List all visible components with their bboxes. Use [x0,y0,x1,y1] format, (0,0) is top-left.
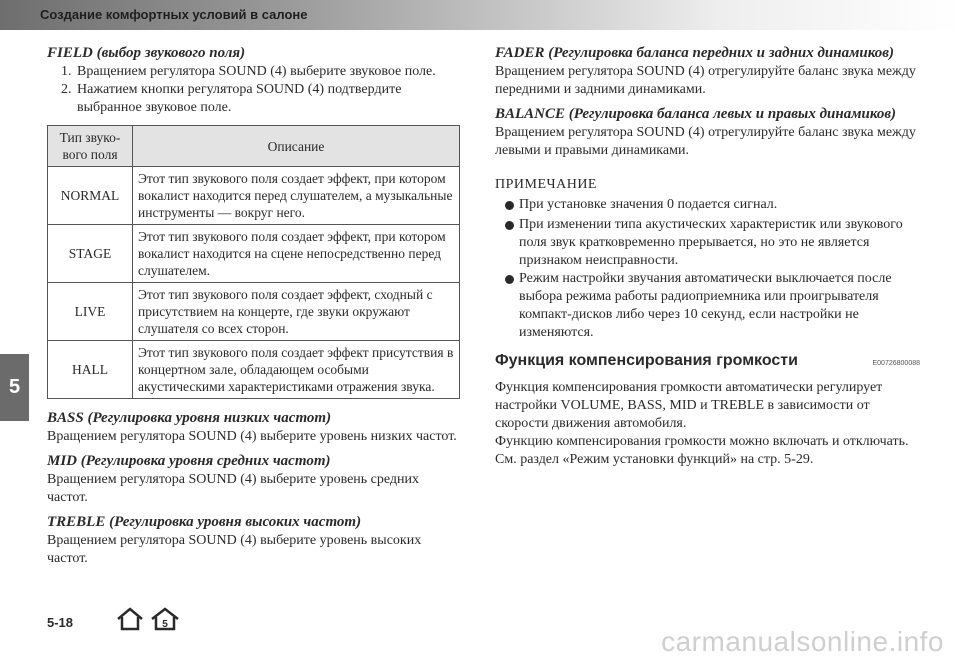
footer-icons [115,606,181,637]
list-item [495,196,920,216]
mid-text: Вращением регулятора SOUND (4) выберите уровень средних частот. [47,472,420,505]
mode-description: Этот тип звукового поля создает эффект, сходный с присутствием на концерте, где звуки окружают слушателя со всех сторон. [133,283,460,341]
field-step [61,63,460,81]
table-header-row [48,126,460,167]
watermark-site: carmanualsonline.info [661,626,944,657]
note-text: Режим настройки звучания автоматически выключается после выбора режима работы радиоприемника или проигрывателя компакт-дисков либо через 10 секунд, если настройки не изменяются. [519,271,892,340]
field-steps [47,63,460,117]
mode-description: Этот тип звукового поля создает эффект, при котором вокалист находится на сцене непосредственно перед слушателем. [133,225,460,283]
header-mode: Тип звуко-вого поля [48,126,133,167]
right-column [495,44,920,469]
chapter-tab[interactable]: 5 [0,354,29,421]
mid-title: MID (Регулировка уровня средних частот) [47,453,331,469]
section-icon-label: 5 [162,619,168,630]
header-bar [0,0,960,30]
balance-text: Вращением регулятора SOUND (4) отрегулируйте баланс звука между левыми и правыми динамиками. [495,125,916,158]
note-text: При установке значения 0 подается сигнал. [519,197,778,212]
compensation-p1: Функция компенсирования громкости автоматически регулирует настройки VOLUME, BASS, MID и TREBLE в зависимости от скорости движения автомобиля. [495,380,883,431]
step-text: Нажатием кнопки регулятора SOUND (4) подтвердите выбранное звуковое поле. [77,82,402,115]
sound-field-table [47,125,460,399]
fader-text: Вращением регулятора SOUND (4) отрегулируйте баланс звука между передними и задними динамиками. [495,64,916,97]
page-number: 5-18 [47,615,74,630]
mode-normal: NORMAL [48,167,133,225]
bullet-icon [495,216,519,270]
compensation-title: Функция компенсирования громкости [495,352,798,369]
note-heading: ПРИМЕЧАНИЕ [495,177,597,192]
step-number: 1. [61,64,72,79]
treble-title: TREBLE (Регулировка уровня высоких частот) [47,514,362,530]
table-row [48,225,460,283]
mode-description: Этот тип звукового поля создает эффект присутствия в концертном зале, обладающем особыми акустическими характеристиками отражения звука. [133,341,460,399]
compensation-heading-row [495,352,920,373]
step-number: 2. [61,82,72,97]
bullet-icon [495,196,519,216]
header-title: Создание комфортных условий в салоне [40,7,308,22]
list-item [495,216,920,270]
mode-stage: STAGE [48,225,133,283]
bullet-icon [495,270,519,342]
mode-hall: HALL [48,341,133,399]
note-text: При изменении типа акустических характеристик или звукового поля звук кратковременно прерывается, но это не является признаком неисправности. [519,217,903,268]
field-step [61,81,460,117]
table-row [48,283,460,341]
note-list [495,196,920,342]
fader-title: FADER (Регулировка баланса передних и задних динамиков) [495,45,894,61]
left-column [47,44,460,568]
table-row [48,341,460,399]
home-icon[interactable] [115,606,145,637]
header-description: Описание [133,126,460,167]
bass-title: BASS (Регулировка уровня низких частот) [47,410,332,426]
compensation-p3[interactable]: См. раздел «Режим установки функций» на стр. 5-29. [495,452,814,467]
table-row [48,167,460,225]
compensation-code: E00726800088 [872,360,920,367]
compensation-p2: Функцию компенсирования громкости можно включать и отключать. [495,434,909,449]
step-text: Вращением регулятора SOUND (4) выберите звуковое поле. [77,64,436,79]
list-item [495,270,920,342]
balance-title: BALANCE (Регулировка баланса левых и правых динамиков) [495,106,897,122]
field-title: FIELD (выбор звукового поля) [47,45,246,61]
treble-text: Вращением регулятора SOUND (4) выберите уровень высоких частот. [47,533,422,566]
section-5-icon[interactable] [149,606,181,637]
bass-text: Вращением регулятора SOUND (4) выберите уровень низких частот. [47,429,457,444]
mode-description: Этот тип звукового поля создает эффект, при котором вокалист находится перед слушателем, а музыкальные инструменты — вокруг него. [133,167,460,225]
mode-live: LIVE [48,283,133,341]
